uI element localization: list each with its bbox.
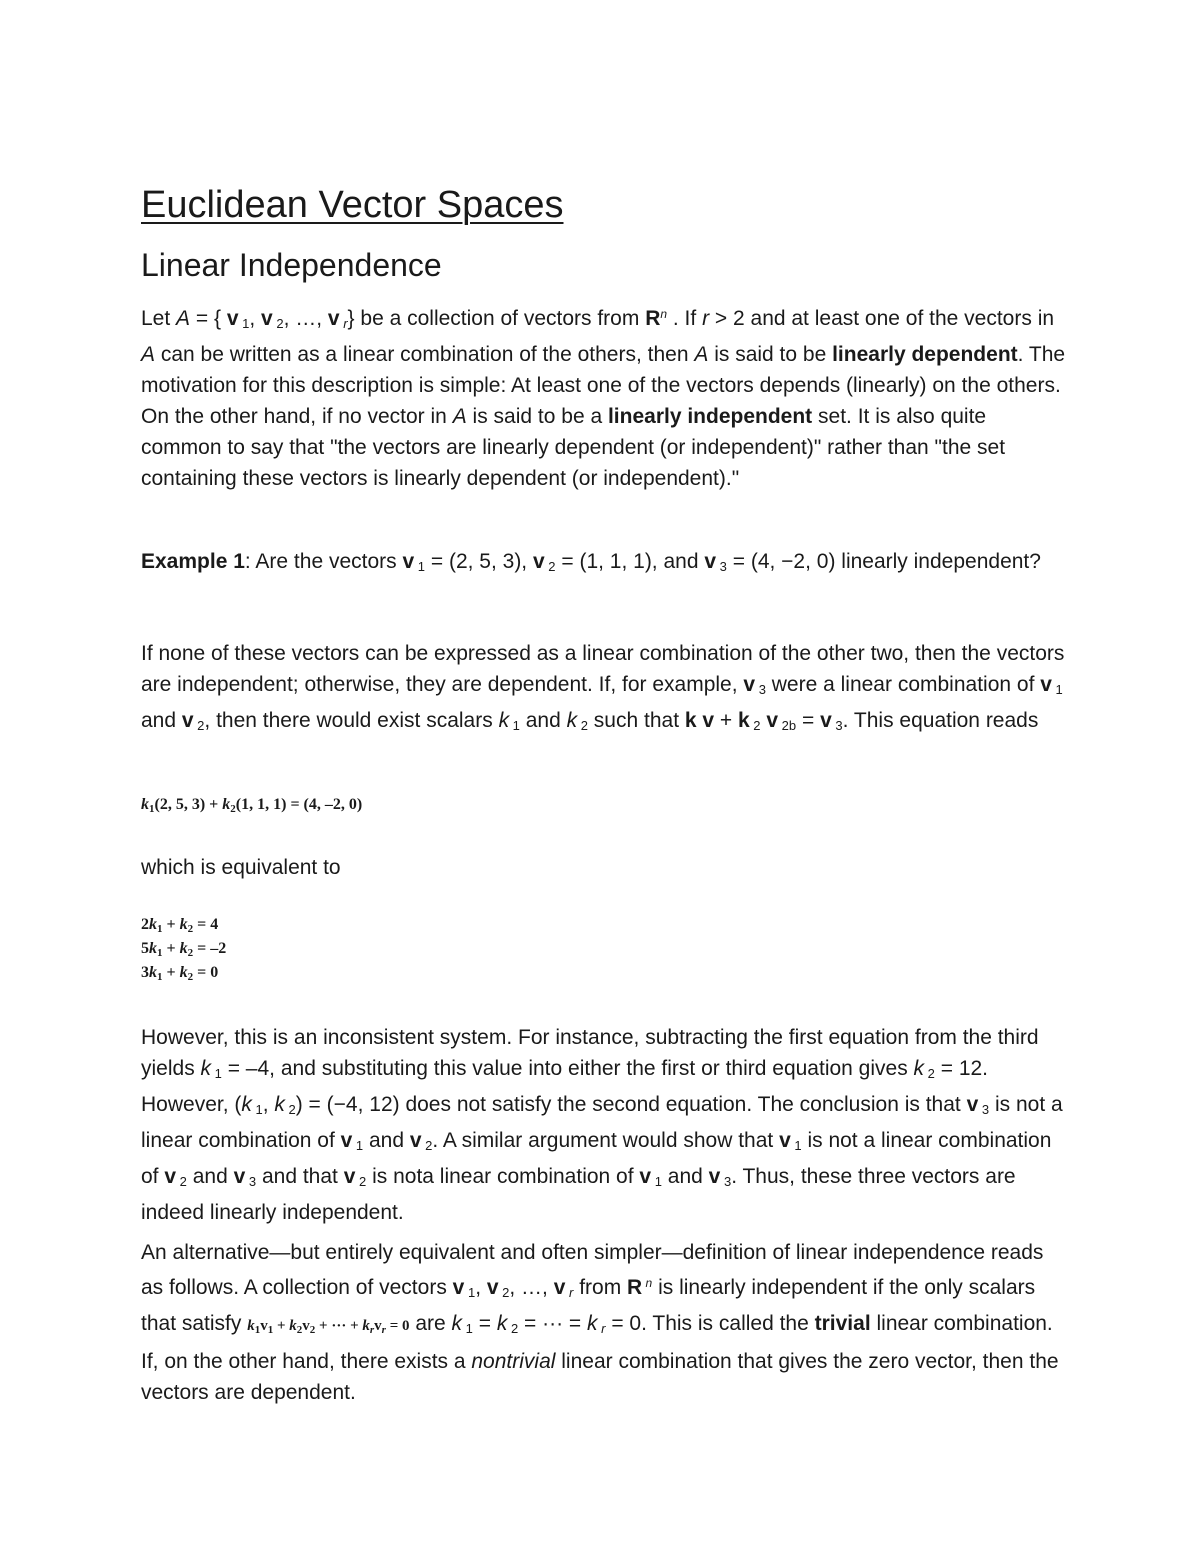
- term-nontrivial: nontrivial: [471, 1350, 556, 1373]
- equation-system: [141, 913, 226, 985]
- example-label: Example 1: [141, 550, 245, 573]
- term-trivial: trivial: [814, 1312, 871, 1335]
- system-equation-3: 3k1 + k2 = 0: [141, 964, 219, 983]
- inline-equation-zero-combination: $k_1v_1 + k_2v_2$ + ··· + $k_rv_r = 0$: [247, 1318, 410, 1336]
- example-paragraph: Example 1: Are the vectors v $_1$ = (2, 5, 3), v $_2$ = (1, 1, 1), and v $_3$ = (4, −2, 0) linearly independent?: [141, 550, 1041, 574]
- system-equation-1: 2k1 + k2 = 4: [141, 916, 219, 935]
- system-equation-2: 5k1 + k2 = –2: [141, 940, 227, 959]
- explanation-paragraph: If none of these vectors can be expressed as a linear combination of the other two, then the vectors are independent; otherwise, they are dependent. If, for example, v $_3$ were a linear combination of v $_1$ and v $_2$, then there would exist scalars k $_1$ and k $_2$ such that k v + k $_2$ v $_{2b}$ = v $_3$. This equation reads: [141, 642, 1065, 733]
- inconsistency-paragraph: However, this is an inconsistent system. For instance, subtracting the first equation from the third yields k $_1$ = –4, and substituting this value into either the first or third equation gives k $_2$ = 12. However, (k $_1$, k $_2$) = (−4, 12) does not satisfy the second equation. The conclusion is that v $_3$ is not a linear combination of v $_1$ and v $_2$. A similar argument would show that v $_1$ is not a linear combination of v $_2$ and v $_3$ and that v $_2$ is nota linear combination of v $_1$ and v $_3$. Thus, these three vectors are indeed linearly independent.: [141, 1026, 1063, 1224]
- term-linearly-dependent: linearly dependent: [832, 343, 1018, 366]
- term-linearly-independent: linearly independent: [607, 405, 813, 428]
- section-heading: Linear Independence: [141, 247, 442, 283]
- equivalence-text: which is equivalent to: [141, 856, 341, 879]
- definition-paragraph: Let A = { v $_1$, v $_2$, …, v $_r$} be a collection of vectors from $R^n$ . If r > 2 and at least one of the vectors in A can be written as a linear combination of the others, then A is said to be linearly dependent. The motivation for this description is simple: At least one of the vectors depends (linearly) on the others. On the other hand, if no vector in A is said to be a linearly independent set. It is also quite common to say that "the vectors are linearly dependent (or independent)" rather than "the set containing these vectors is linearly dependent (or independent).": [141, 307, 1066, 490]
- equation-linear-combination: k1(2, 5, 3) + k2(1, 1, 1) = (4, –2, 0): [141, 796, 363, 815]
- alternative-definition-paragraph: An alternative—but entirely equivalent and often simpler—definition of linear independence reads as follows. A collection of vectors v $_1$, v $_2$, …, v $_r$ from R $^n$ is linearly independent if the only scalars that satisfy $k_1v_1 + k_2v_2$ + ··· + $k_rv_r = 0$ are k $_1$ = k $_2$ = ··· = k $_r$ = 0. This is called the trivial linear combination. If, on the other hand, there exists a nontrivial linear combination that gives the zero vector, then the vectors are dependent.: [141, 1241, 1059, 1404]
- page-title: Euclidean Vector Spaces: [141, 184, 564, 226]
